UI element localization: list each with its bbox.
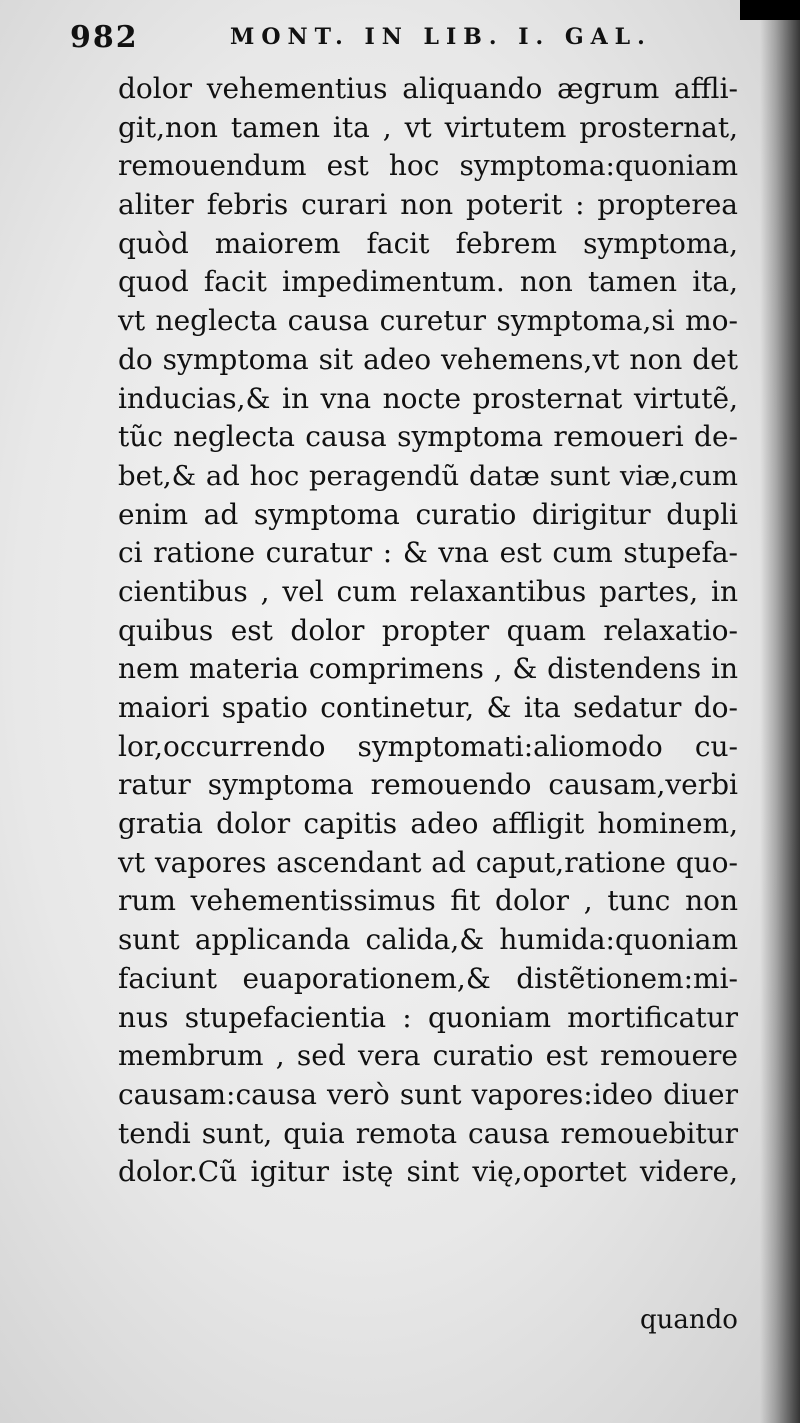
text-line: quòd maiorem facit febrem symptoma, [118,226,738,260]
body-text [118,70,738,1192]
page-number: 982 [70,20,139,55]
text-line: inducias,& in vna nocte prosternat virtutẽ, [118,381,738,415]
text-line: remouendum est hoc symptoma:quoniam [118,149,738,183]
text-line: gratia dolor capitis adeo affligit hominem, [118,807,738,841]
text-line: tendi sunt, quia remota causa remouebitur [118,1116,738,1150]
running-head [70,20,720,56]
text-line: git,non tamen ita , vt virtutem prosternat, [118,110,738,144]
text-line: ci ratione curatur : & vna est cum stupefa- [118,536,738,570]
text-line: cientibus , vel cum relaxantibus partes, in [118,574,738,608]
running-title: MONT. IN LIB. I. GAL. [230,24,652,50]
page-corner-shadow [740,0,800,20]
text-line: sunt applicanda calida,& humida:quoniam [118,923,738,957]
text-line: nus stupefacientia : quoniam mortificatur [118,1000,738,1034]
text-line: rum vehementissimus fit dolor , tunc non [118,884,738,918]
text-line: vt neglecta causa curetur symptoma,si mo- [118,304,738,338]
text-line: tũc neglecta causa symptoma remoueri de- [118,420,738,454]
text-line: do symptoma sit adeo vehemens,vt non det [118,342,738,376]
text-line: maiori spatio continetur, & ita sedatur do- [118,691,738,724]
text-line: enim ad symptoma curatio dirigitur dupli [118,497,738,531]
text-line: bet,& ad hoc peragendũ datæ sunt viæ,cum [118,459,738,492]
text-line: aliter febris curari non poterit : propterea [118,188,738,222]
text-line: ratur symptoma remouendo causam,verbi [118,768,738,802]
page-gutter-shadow [760,0,800,1423]
text-line: causam:causa verò sunt vapores:ideo diuer [118,1077,738,1111]
text-line: faciunt euaporationem,& distẽtionem:mi- [118,961,738,995]
text-line: vt vapores ascendant ad caput,ratione quo- [118,845,738,879]
text-line: lor,occurrendo symptomati:aliomodo cu- [118,729,738,763]
catchword: quando [640,1305,738,1335]
text-line: quod facit impedimentum. non tamen ita, [118,265,738,299]
text-line: dolor.Cũ igitur istę sint vię,oportet videre, [118,1155,738,1189]
text-line: membrum , sed vera curatio est remouere [118,1039,738,1073]
text-line: quibus est dolor propter quam relaxatio- [118,613,738,647]
text-line: dolor vehementius aliquando ægrum affli- [118,72,738,105]
text-line: nem materia comprimens , & distendens in [118,652,738,686]
